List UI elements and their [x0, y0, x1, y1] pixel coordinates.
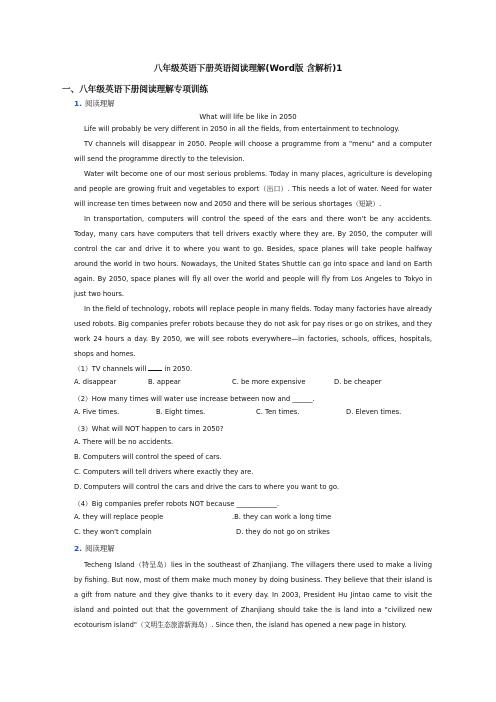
option-a[interactable]: A. There will be no accidents.: [74, 438, 174, 446]
option-d[interactable]: D. Eleven times.: [346, 408, 402, 416]
option-b[interactable]: B. Eight times.: [156, 408, 206, 416]
option-a[interactable]: A. Five times.: [74, 408, 120, 416]
question-stem: [74, 363, 432, 373]
option-a[interactable]: A. they will replace people: [74, 513, 164, 521]
option-d[interactable]: D. they do not go on strikes: [236, 528, 330, 536]
option-c[interactable]: C. they won't complain: [74, 528, 152, 536]
option-b[interactable]: B. appear: [148, 378, 181, 386]
question-number: 1.: [74, 99, 82, 108]
question-stem: （3）What will NOT happen to cars in 2050?: [74, 425, 224, 433]
passage-paragraph: Life will probably be very different in 2050 in all the fields, from entertainment to technology.: [84, 125, 400, 133]
stem-text: in 2050.: [164, 365, 193, 373]
answer-blank[interactable]: [148, 364, 162, 371]
option-d[interactable]: D. Computers will control the cars and drive the cars to where you want to go.: [74, 483, 340, 491]
passage-paragraph: In transportation, computers will control the speed of the ears and there won't be any accidents. Today, many cars have computers that tell drivers exactly where they are. By 2050, the computer will control the car and drive it to where you want to go. Besides, space planes will take people halfway around the world in two hours. Nowadays, the United States Shuttle can go into space and land on Earth again. By 2050, space planes will fly all over the world and people will fly from Los Angeles to Tokyo in just two hours.: [74, 215, 432, 298]
document-title: 八年级英语下册英语阅读理解(Word版 含解析)1: [153, 64, 343, 74]
section-heading: 一、八年级英语下册阅读理解专项训练: [62, 85, 209, 95]
question-stem: （2）How many times will water use increase between now and ______.: [74, 395, 315, 403]
question-type: 阅读理解: [84, 544, 115, 553]
passage-paragraph: In the field of technology, robots will replace people in many fields. Today many factories have already used robots. Big companies prefer robots because they do not ask for pay rises or go on strikes, and they work 24 hours a day. By 2050, we will see robots everywhere—in factories, schools, offices, hospitals, shops and homes.: [74, 305, 432, 358]
passage-title: What will life be like in 2050: [199, 113, 297, 121]
question-1-label: [74, 98, 115, 109]
passage-paragraph: Water wilt become one of our most serious problems. Today in many places, agriculture is developing and people are growing fruit and vegetables to export（出口）. This needs a lot of water. Need for water will increase ten times between now and 2050 and there will be serious shortages（短缺）.: [74, 170, 432, 208]
option-c[interactable]: C. Ten times.: [256, 408, 300, 416]
question-stem: （4）Big companies prefer robots NOT because ____________.: [74, 500, 280, 508]
question-2-label: [74, 543, 115, 554]
option-b[interactable]: B. Computers will control the speed of cars.: [74, 453, 222, 461]
question-number: 2.: [74, 544, 82, 553]
option-c[interactable]: C. Computers will tell drivers where exactly they are.: [74, 468, 254, 476]
question-type: 阅读理解: [84, 99, 115, 108]
option-a[interactable]: A. disappear: [74, 378, 117, 386]
option-c[interactable]: C. be more expensive: [232, 378, 306, 386]
stem-text: （1）TV channels will: [74, 365, 147, 373]
passage-paragraph: TV channels will disappear in 2050. People will choose a programme from a "menu" and a computer will send the programme directly to the television.: [74, 140, 432, 163]
option-b[interactable]: .B. they can work a long time: [232, 513, 332, 521]
passage-paragraph: Techeng Island（特呈岛）lies in the southeast of Zhanjiang. The villagers there used to make a living by fishing. But now, most of them make much money by doing business. They believe that their island is a gift from nature and they give thanks to it every day. In 2003, President Hu Jintao came to visit the island and pointed out that the government of Zhanjiang should take the is land into a "civilized new ecotourism island"（文明生态旅游新海岛）. Since then, the island has opened a new page in history.: [74, 561, 432, 629]
option-d[interactable]: D. be cheaper: [334, 378, 382, 386]
